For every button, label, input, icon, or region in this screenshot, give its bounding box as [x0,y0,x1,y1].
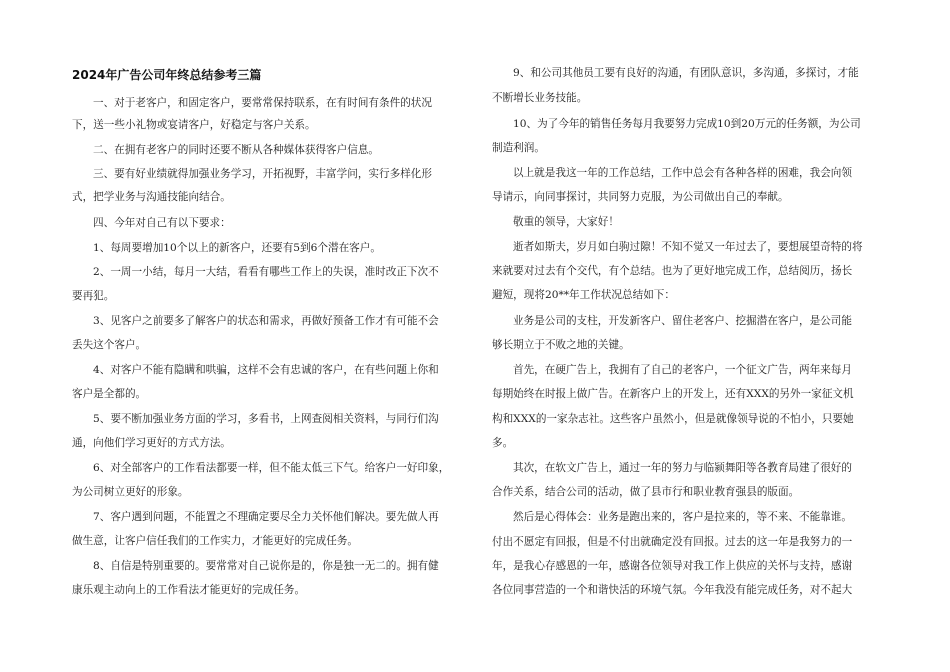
paragraph-line: 多。 [492,437,514,449]
paragraph-line: 3、见客户之前要多了解客户的状态和需求，再做好预备工作才有可能不会 [93,315,439,327]
paragraph-line: 10、为了今年的销售任务每月我要努力完成10到20万元的任务额，为公司 [513,118,861,130]
paragraph-line: 一、对于老客户，和固定客户，要常常保持联系，在有时间有条件的状况 [93,97,432,109]
paragraph-line: 避短，现将20**年工作状况总结如下： [492,289,675,301]
paragraph-line: 三、要有好业绩就得加强业务学习，开拓视野，丰富学问，实行多样化形 [93,168,432,180]
paragraph-line: 下，送一些小礼物或宴请客户，好稳定与客户关系。 [72,119,316,131]
paragraph-line: 为公司树立更好的形象。 [72,486,189,498]
paragraph-line: 其次，在软文广告上，通过一年的努力与临颍舞阳等各教育局建了很好的 [513,462,852,474]
paragraph-line: 7、客户遇到问题，不能置之不理确定要尽全力关怀他们解决。要先做人再 [93,511,439,523]
paragraph-line: 要再犯。 [72,290,115,302]
paragraph-line: 导请示，向同事探讨，共同努力克服，为公司做出自己的奉献。 [492,191,789,203]
paragraph-line: 逝者如斯夫，岁月如白驹过隙！不知不觉又一年过去了，要想展望奇特的将 [513,241,863,253]
paragraph-line: 付出不愿定有回报，但是不付出就确定没有回报。过去的这一年是我努力的一 [492,536,853,548]
paragraph-line: 式，把学业务与沟通技能向结合。 [72,191,231,203]
document-title: 2024年广告公司年终总结参考三篇 [72,68,262,82]
paragraph-line: 制造利润。 [492,142,545,154]
paragraph-line: 四、今年对自己有以下要求： [93,217,231,229]
paragraph-line: 首先，在硬广告上，我拥有了自己的老客户，一个征文广告，两年来每月 [513,364,852,376]
paragraph-line: 通，向他们学习更好的方式方法。 [72,437,231,449]
paragraph-line: 9、和公司其他员工要有良好的沟通，有团队意识，多沟通，多探讨，才能 [513,67,859,79]
paragraph-line: 4、对客户不能有隐瞒和哄骗，这样不会有忠诚的客户，在有些问题上你和 [93,364,439,376]
paragraph-line: 业务是公司的支柱，开发新客户、留住老客户、挖掘潜在客户，是公司能 [513,315,852,327]
paragraph-line: 二、在拥有老客户的同时还要不断从各种媒体获得客户信息。 [93,144,380,156]
paragraph-line: 来就要对过去有个交代，有个总结。也为了更好地完成工作，总结阅历，扬长 [492,265,853,277]
paragraph-line: 然后是心得体会：业务是跑出来的，客户是拉来的，等不来、不能靠谁。 [513,511,852,523]
paragraph-line: 做生意，让客户信任我们的工作实力，才能更好的完成任务。 [72,535,359,547]
paragraph-line: 每期始终在时报上做广告。在新客户上的开发上，还有XXX的另外一家征文机 [492,388,854,400]
paragraph-line: 不断增长业务技能。 [492,92,588,104]
paragraph-line: 够长期立于不败之地的关键。 [492,339,630,351]
paragraph-line: 5、要不断加强业务方面的学习，多看书，上网查阅相关资料，与同行们沟 [93,413,439,425]
paragraph-line: 合作关系，结合公司的活动，做了县市行和职业教育强县的版面。 [492,486,800,498]
paragraph-line: 客户是全都的。 [72,388,147,400]
paragraph-line: 构和XXX的一家杂志社。这些客户虽然小，但是就像领导说的不怕小，只要她 [492,413,854,425]
paragraph-line: 各位同事营造的一个和谐快活的环境气氛。今年我没有能完成任务，对不起大 [492,584,853,596]
paragraph-line: 敬重的领导，大家好！ [513,216,619,228]
paragraph-line: 以上就是我这一年的工作总结，工作中总会有各种各样的困难，我会向领 [513,167,852,179]
paragraph-line: 2、一周一小结，每月一大结，看看有哪些工作上的失误，准时改正下次不 [93,266,439,278]
paragraph-line: 康乐观主动向上的工作看法才能更好的完成任务。 [72,584,306,596]
paragraph-line: 1、每周要增加10个以上的新客户，还要有5到6个潜在客户。 [93,242,381,254]
paragraph-line: 6、对全部客户的工作看法都要一样，但不能太低三下气。给客户一好印象， [93,462,450,474]
paragraph-line: 8、自信是特别重要的。要常常对自己说你是的，你是独一无二的。拥有健 [93,560,439,572]
paragraph-line: 丢失这个客户。 [72,339,147,351]
paragraph-line: 年，是我心存感恩的一年，感谢各位领导对我工作上供应的关怀与支持，感谢 [492,560,853,572]
